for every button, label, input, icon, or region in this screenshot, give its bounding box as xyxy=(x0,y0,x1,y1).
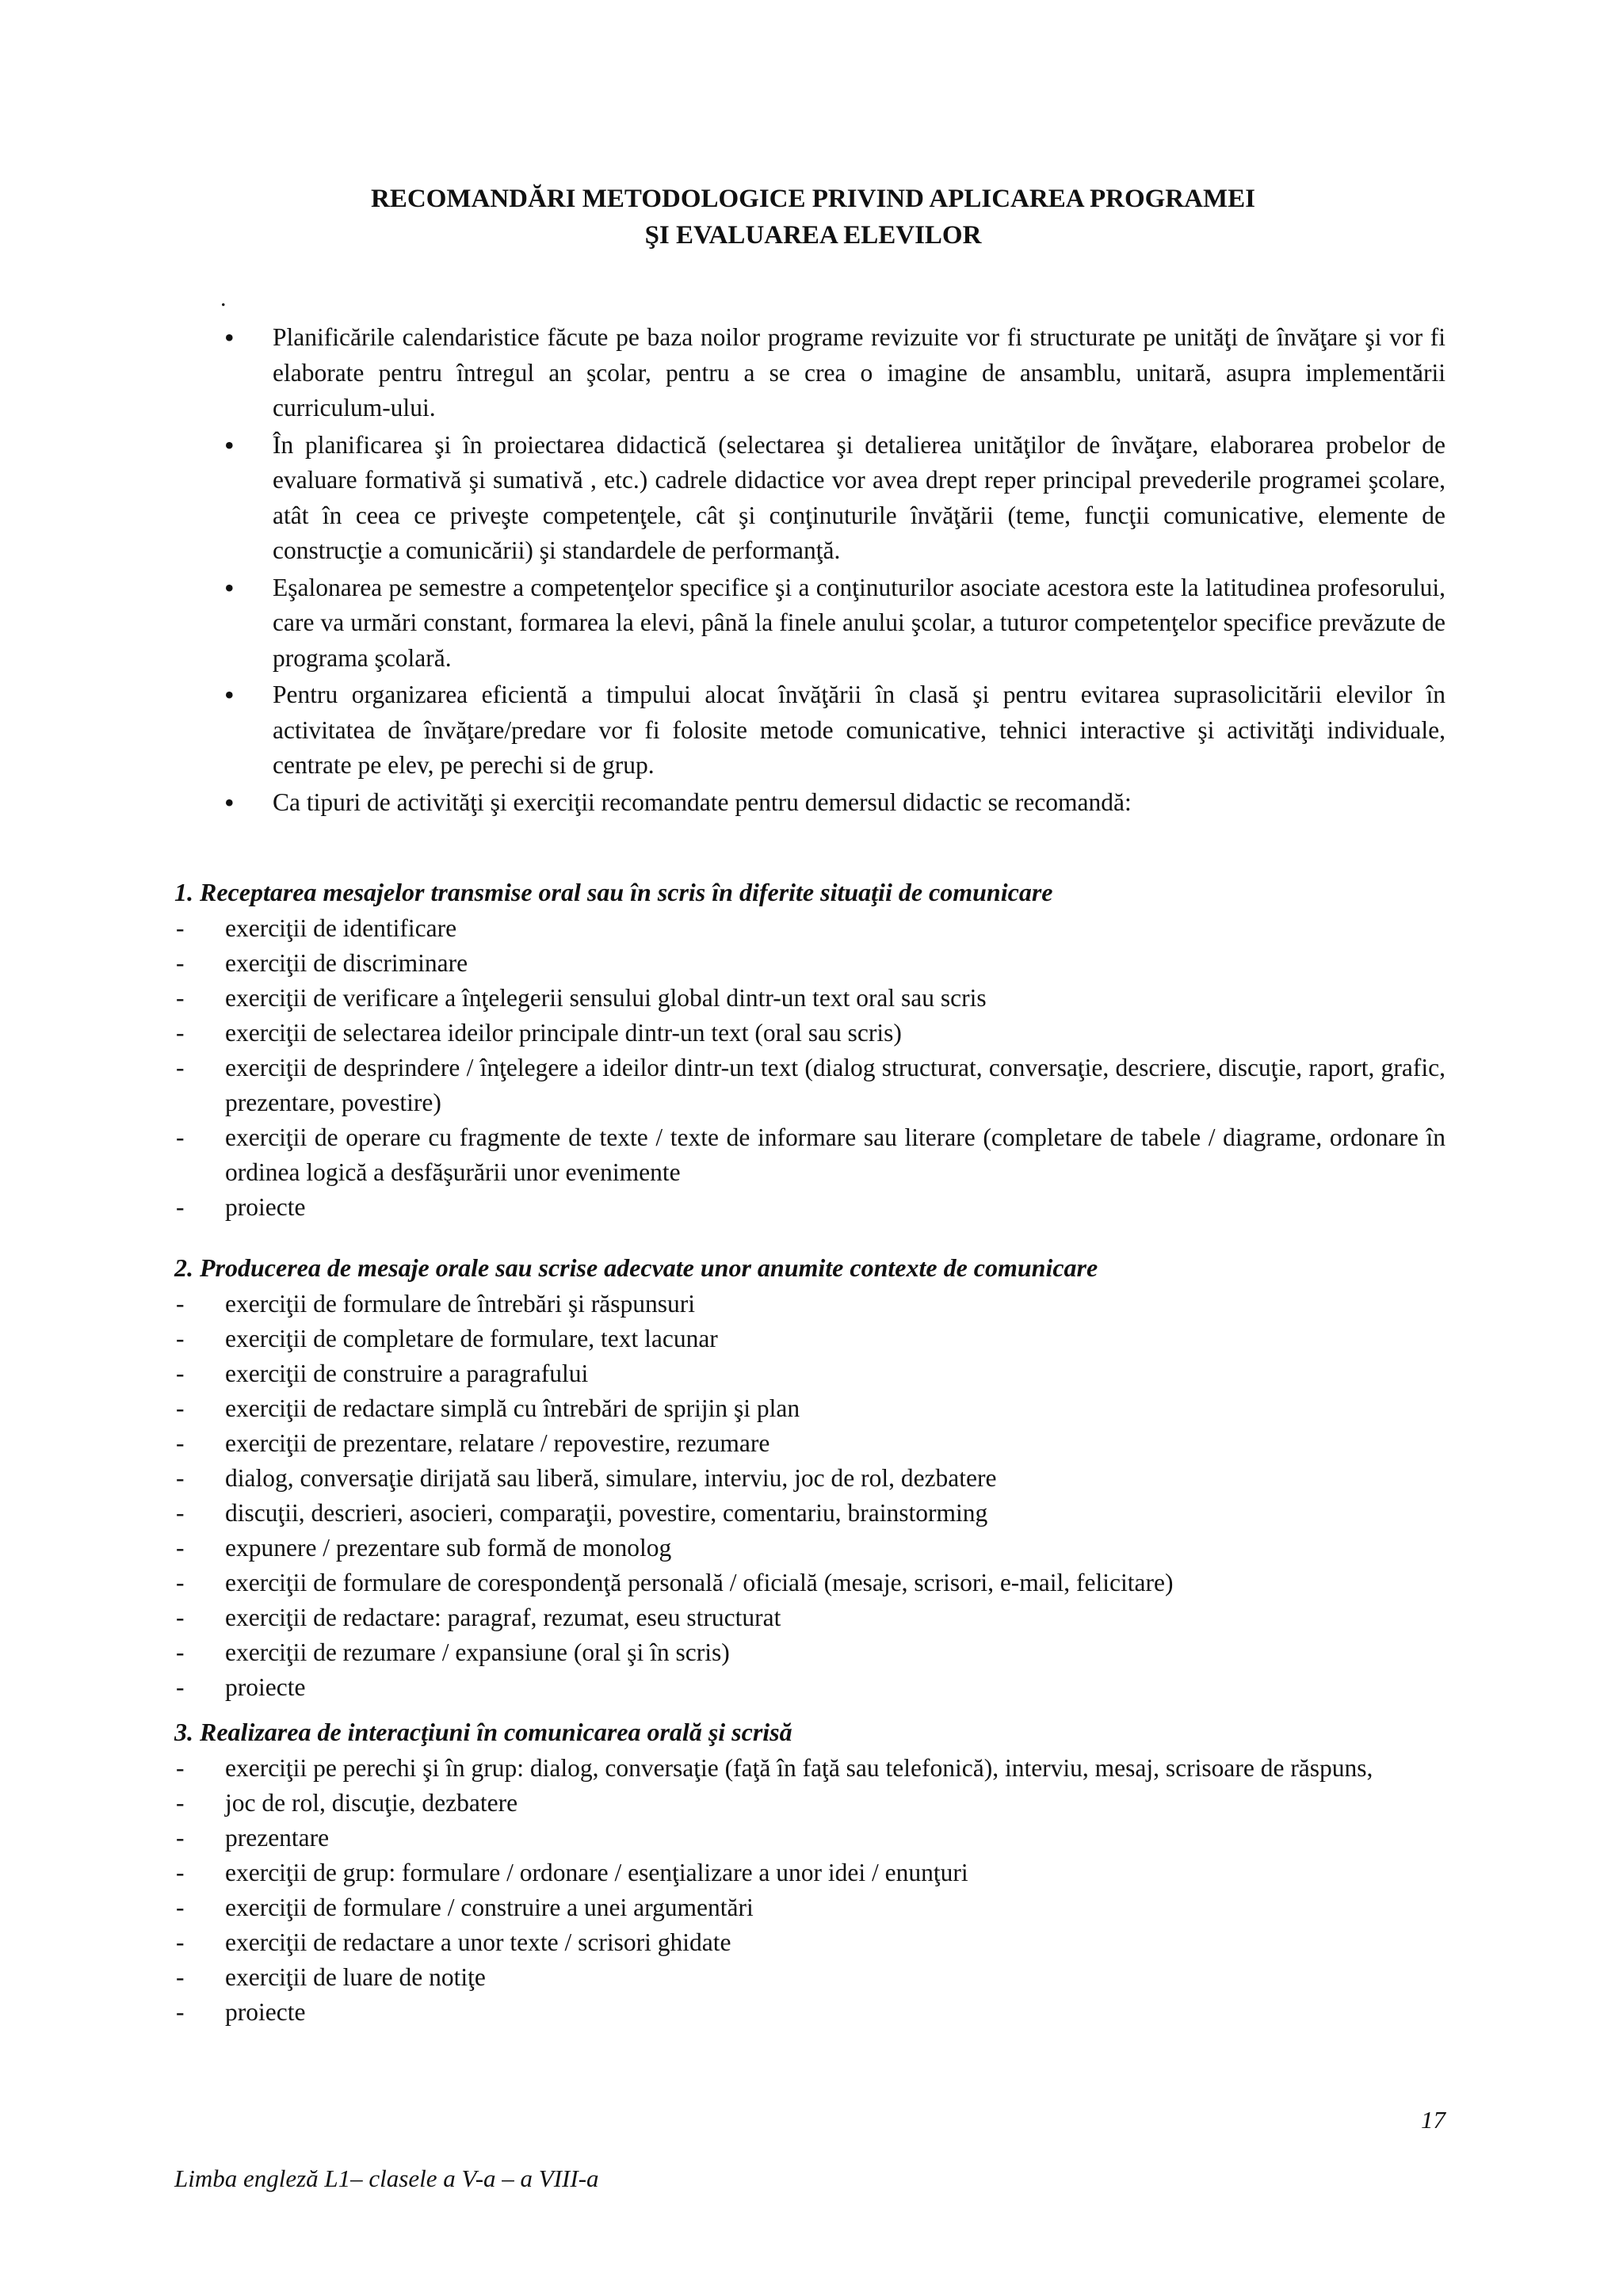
list-item: - joc de rol, discuţie, dezbatere xyxy=(174,1786,1445,1821)
bullet-item: • Planificările calendaristice făcute pe baza noilor programe revizuite vor fi structurate pe unităţi de învăţare şi vor fi elaborate pentru întregul an şcolar, pentru a se crea o imagine de ansamblu, unitară, asupra implementării curriculum-ului. xyxy=(220,320,1445,426)
bullet-item: • În planificarea şi în proiectarea didactică (selectarea şi detalierea unităţilor de învăţare, elaborarea probelor de evaluare formativă şi sumativă , etc.) cadrele didactice vor avea drept reper principal prevederile programei şcolare, atât în ceea ce priveşte competenţele, cât şi conţinuturile învăţării (teme, funcţii comunicative, elemente de construcţie a comunicării) şi standardele de performanţă. xyxy=(220,428,1445,569)
section-heading: 2. Producerea de mesaje orale sau scrise adecvate unor anumite contexte de comunicare xyxy=(174,1253,1098,1282)
title-line-1: RECOMANDĂRI METODOLOGICE PRIVIND APLICAREA PROGRAMEI xyxy=(371,185,1255,213)
list-item: - exerciţii de grup: formulare / ordonare / esenţializare a unor idei / enunţuri xyxy=(174,1855,1445,1890)
recommendation-bullets xyxy=(220,320,1445,822)
page-title xyxy=(174,181,1452,254)
section-heading: 3. Realizarea de interacţiuni în comunicarea orală şi scrisă xyxy=(174,1718,792,1746)
list-item: - exerciţii de desprindere / înţelegere a ideilor dintr-un text (dialog structurat, conversaţie, descriere, discuţie, raport, grafic, prezentare, povestire) xyxy=(174,1051,1445,1120)
list-item: - exerciţii de completare de formulare, text lacunar xyxy=(174,1322,1445,1356)
list-item: - exerciţii de rezumare / expansiune (oral şi în scris) xyxy=(174,1635,1445,1670)
bullet-item: • Ca tipuri de activităţi şi exerciţii recomandate pentru demersul didactic se recomandă: xyxy=(220,785,1445,821)
list-item: - exerciţii de identificare xyxy=(174,911,1445,946)
list-item: - exerciţii pe perechi şi în grup: dialog, conversaţie (faţă în faţă sau telefonică), interviu, mesaj, scrisoare de răspuns, xyxy=(174,1751,1445,1786)
list-item: - exerciţii de redactare a unor texte / scrisori ghidate xyxy=(174,1925,1445,1960)
list-item: - exerciţii de discriminare xyxy=(174,946,1445,981)
list-item: - exerciţii de formulare de corespondenţă personală / oficială (mesaje, scrisori, e-mail, felicitare) xyxy=(174,1566,1445,1600)
list-item: - exerciţii de operare cu fragmente de texte / texte de informare sau literare (completare de tabele / diagrame, ordonare în ordinea logică a desfăşurării unor evenimente xyxy=(174,1120,1445,1190)
section-items xyxy=(174,911,1445,1225)
list-item: - exerciţii de formulare / construire a unei argumentări xyxy=(174,1890,1445,1925)
list-item: - exerciţii de redactare simplă cu întrebări de sprijin şi plan xyxy=(174,1391,1445,1426)
stray-dot: . xyxy=(220,285,227,311)
bullet-item: • Pentru organizarea eficientă a timpului alocat învăţării în clasă şi pentru evitarea suprasolicitării elevilor în activitatea de învăţare/predare vor fi folosite metode comunicative, tehnici interactive şi activităţi individuale, centrate pe elev, pe perechi si de grup. xyxy=(220,677,1445,784)
list-item: - prezentare xyxy=(174,1821,1445,1855)
list-item: - exerciţii de redactare: paragraf, rezumat, eseu structurat xyxy=(174,1600,1445,1635)
list-item: - dialog, conversaţie dirijată sau liberă, simulare, interviu, joc de rol, dezbatere xyxy=(174,1461,1445,1496)
bullet-item: • Eşalonarea pe semestre a competenţelor specifice şi a conţinuturilor asociate acestora este la latitudinea profesorului, care va urmări constant, formarea la elevi, până la finele anului şcolar, a tuturor competenţelor specifice prevăzute de programa şcolară. xyxy=(220,570,1445,677)
list-item: - exerciţii de formulare de întrebări şi răspunsuri xyxy=(174,1287,1445,1322)
list-item: - exerciţii de construire a paragrafului xyxy=(174,1356,1445,1391)
section-heading: 1. Receptarea mesajelor transmise oral sau în scris în diferite situaţii de comunicare xyxy=(174,878,1053,906)
list-item: - proiecte xyxy=(174,1670,1445,1705)
list-item: - exerciţii de verificare a înţelegerii sensului global dintr-un text oral sau scris xyxy=(174,981,1445,1016)
section-receptare xyxy=(174,875,1445,1225)
footer-text: Limba engleză L1– clasele a V-a – a VIII-a xyxy=(174,2164,599,2192)
list-item: - exerciţii de prezentare, relatare / repovestire, rezumare xyxy=(174,1426,1445,1461)
list-item: - exerciţii de luare de notiţe xyxy=(174,1960,1445,1995)
list-item: - proiecte xyxy=(174,1190,1445,1225)
list-item: - expunere / prezentare sub formă de monolog xyxy=(174,1531,1445,1566)
section-interactiuni xyxy=(174,1714,1445,2030)
section-producere xyxy=(174,1250,1445,1705)
title-line-2: ŞI EVALUAREA ELEVILOR xyxy=(644,221,982,250)
page-number: 17 xyxy=(1421,2106,1445,2134)
list-item: - exerciţii de selectarea ideilor principale dintr-un text (oral sau scris) xyxy=(174,1016,1445,1051)
list-item: - proiecte xyxy=(174,1995,1445,2030)
list-item: - discuţii, descrieri, asocieri, comparaţii, povestire, comentariu, brainstorming xyxy=(174,1496,1445,1531)
section-items xyxy=(174,1287,1445,1705)
section-items xyxy=(174,1751,1445,2030)
